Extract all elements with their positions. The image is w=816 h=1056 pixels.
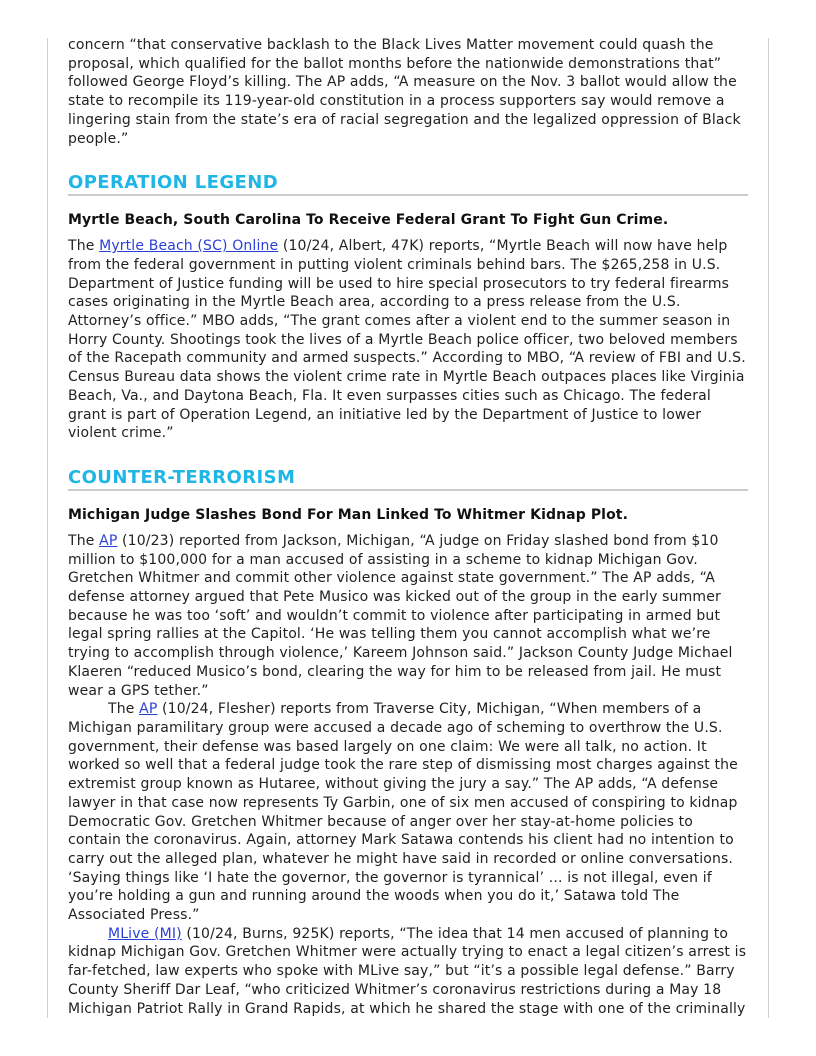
source-link-mlive[interactable]: MLive (MI) <box>108 925 182 942</box>
article-title-michigan-judge: Michigan Judge Slashes Bond For Man Linked To Whitmer Kidnap Plot. <box>68 506 629 523</box>
paragraph-prefix: The <box>68 532 100 549</box>
article-paragraph <box>68 700 748 924</box>
section-heading-counter-terrorism: COUNTER-TERRORISM <box>68 467 748 491</box>
paragraph-text: (10/24, Albert, 47K) reports, “Myrtle Beach will now have help from the federal government in putting violent criminals behind bars. The $265,258 in U.S. Department of Justice funding will be used to hire special prosecutors to try federal firearms cases originating in the Myrtle Beach area, according to a press release from the U.S. Attorney’s office.” MBO adds, “The grant comes after a violent end to the summer season in Horry County. Shootings took the lives of a Myrtle Beach police officer, two beloved members of the Racepath community and armed suspects.” According to MBO, “A review of FBI and U.S. Census Bureau data shows the violent crime rate in Myrtle Beach outpaces places like Virginia Beach, Va., and Daytona Beach, Fla. It even surpasses cities such as Chicago. The federal grant is part of Operation Legend, an initiative led by the Department of Justice to lower violent crime.” <box>68 238 746 442</box>
article-paragraph <box>68 532 748 700</box>
source-link-ap[interactable]: AP <box>99 532 118 549</box>
article-paragraph <box>68 925 748 1019</box>
paragraph-text: (10/24, Flesher) reports from Traverse City, Michigan, “When members of a Michigan paramilitary group were accused a decade ago of scheming to overthrow the U.S. government, their defense was based largely on one claim: We were all talk, no action. It worked so well that a federal judge took the rare step of dismissing most charges against the extremist group known as Hutaree, without giving the jury a say.” The AP adds, “A defense lawyer in that case now represents Ty Garbin, one of six men accused of conspiring to kidnap Democratic Gov. Gretchen Whitmer because of anger over her stay-at-home policies to contain the coronavirus. Again, attorney Mark Satawa contends his client had no intention to carry out the alleged plan, whatever he might have said in recorded or online conversations. ‘Saying things like ‘I hate the governor, the governor is tyrannical’ ... is not illegal, even if you’re holding a gun and running around the woods when you do it,’ Satawa told The Associated Press.” <box>68 701 738 924</box>
paragraph-text: (10/24, Burns, 925K) reports, “The idea that 14 men accused of planning to kidnap Michigan Gov. Gretchen Whitmer were actually trying to enact a legal citizen’s arrest is far-fetched, law experts who spoke with MLive say,” but “it’s a possible legal defense.” Barry County Sheriff Dar Leaf, “who criticized Whitmer’s coronavirus restrictions during a May 18 Michigan Patriot Rally in Grand Rapids, at which he shared the stage with one of the criminally <box>68 925 747 1017</box>
paragraph-text: (10/23) reported from Jackson, Michigan, “A judge on Friday slashed bond from $10 million to $100,000 for a man accused of assisting in a scheme to kidnap Michigan Gov. Gretchen Whitmer and commit other violence against state government.” The AP adds, “A defense attorney argued that Pete Musico was kicked out of the group in the early summer because he was too ‘soft’ and wouldn’t commit to violence after participating in armed but legal spring rallies at the Capitol. ‘He was telling them you cannot accomplish what we’re trying to accomplish through violence,’ Kareem Johnson said.” Jackson County Judge Michael Klaeren “reduced Musico’s bond, clearing the way for him to be released from jail. He must wear a GPS tether.” <box>68 532 733 699</box>
source-link-ap[interactable]: AP <box>139 701 158 718</box>
section-heading-operation-legend: OPERATION LEGEND <box>68 172 748 196</box>
page-border-right <box>768 38 769 1018</box>
page-border-left <box>47 38 48 1018</box>
paragraph-prefix: The <box>108 701 140 718</box>
document-body <box>68 36 748 1018</box>
article-paragraph <box>68 237 748 443</box>
article-title-myrtle-beach: Myrtle Beach, South Carolina To Receive Federal Grant To Fight Gun Crime. <box>68 212 669 229</box>
paragraph-prefix: The <box>68 238 100 255</box>
source-link-myrtle-beach-online[interactable]: Myrtle Beach (SC) Online <box>99 238 279 255</box>
intro-paragraph: concern “that conservative backlash to the Black Lives Matter movement could quash the proposal, which qualified for the ballot months before the nationwide demonstrations that” followed George Floyd’s killing. The AP adds, “A measure on the Nov. 3 ballot would allow the state to recompile its 119-year-old constitution in a process supporters say would remove a lingering stain from the state’s era of racial segregation and the legalized oppression of Black people.” <box>68 37 741 147</box>
